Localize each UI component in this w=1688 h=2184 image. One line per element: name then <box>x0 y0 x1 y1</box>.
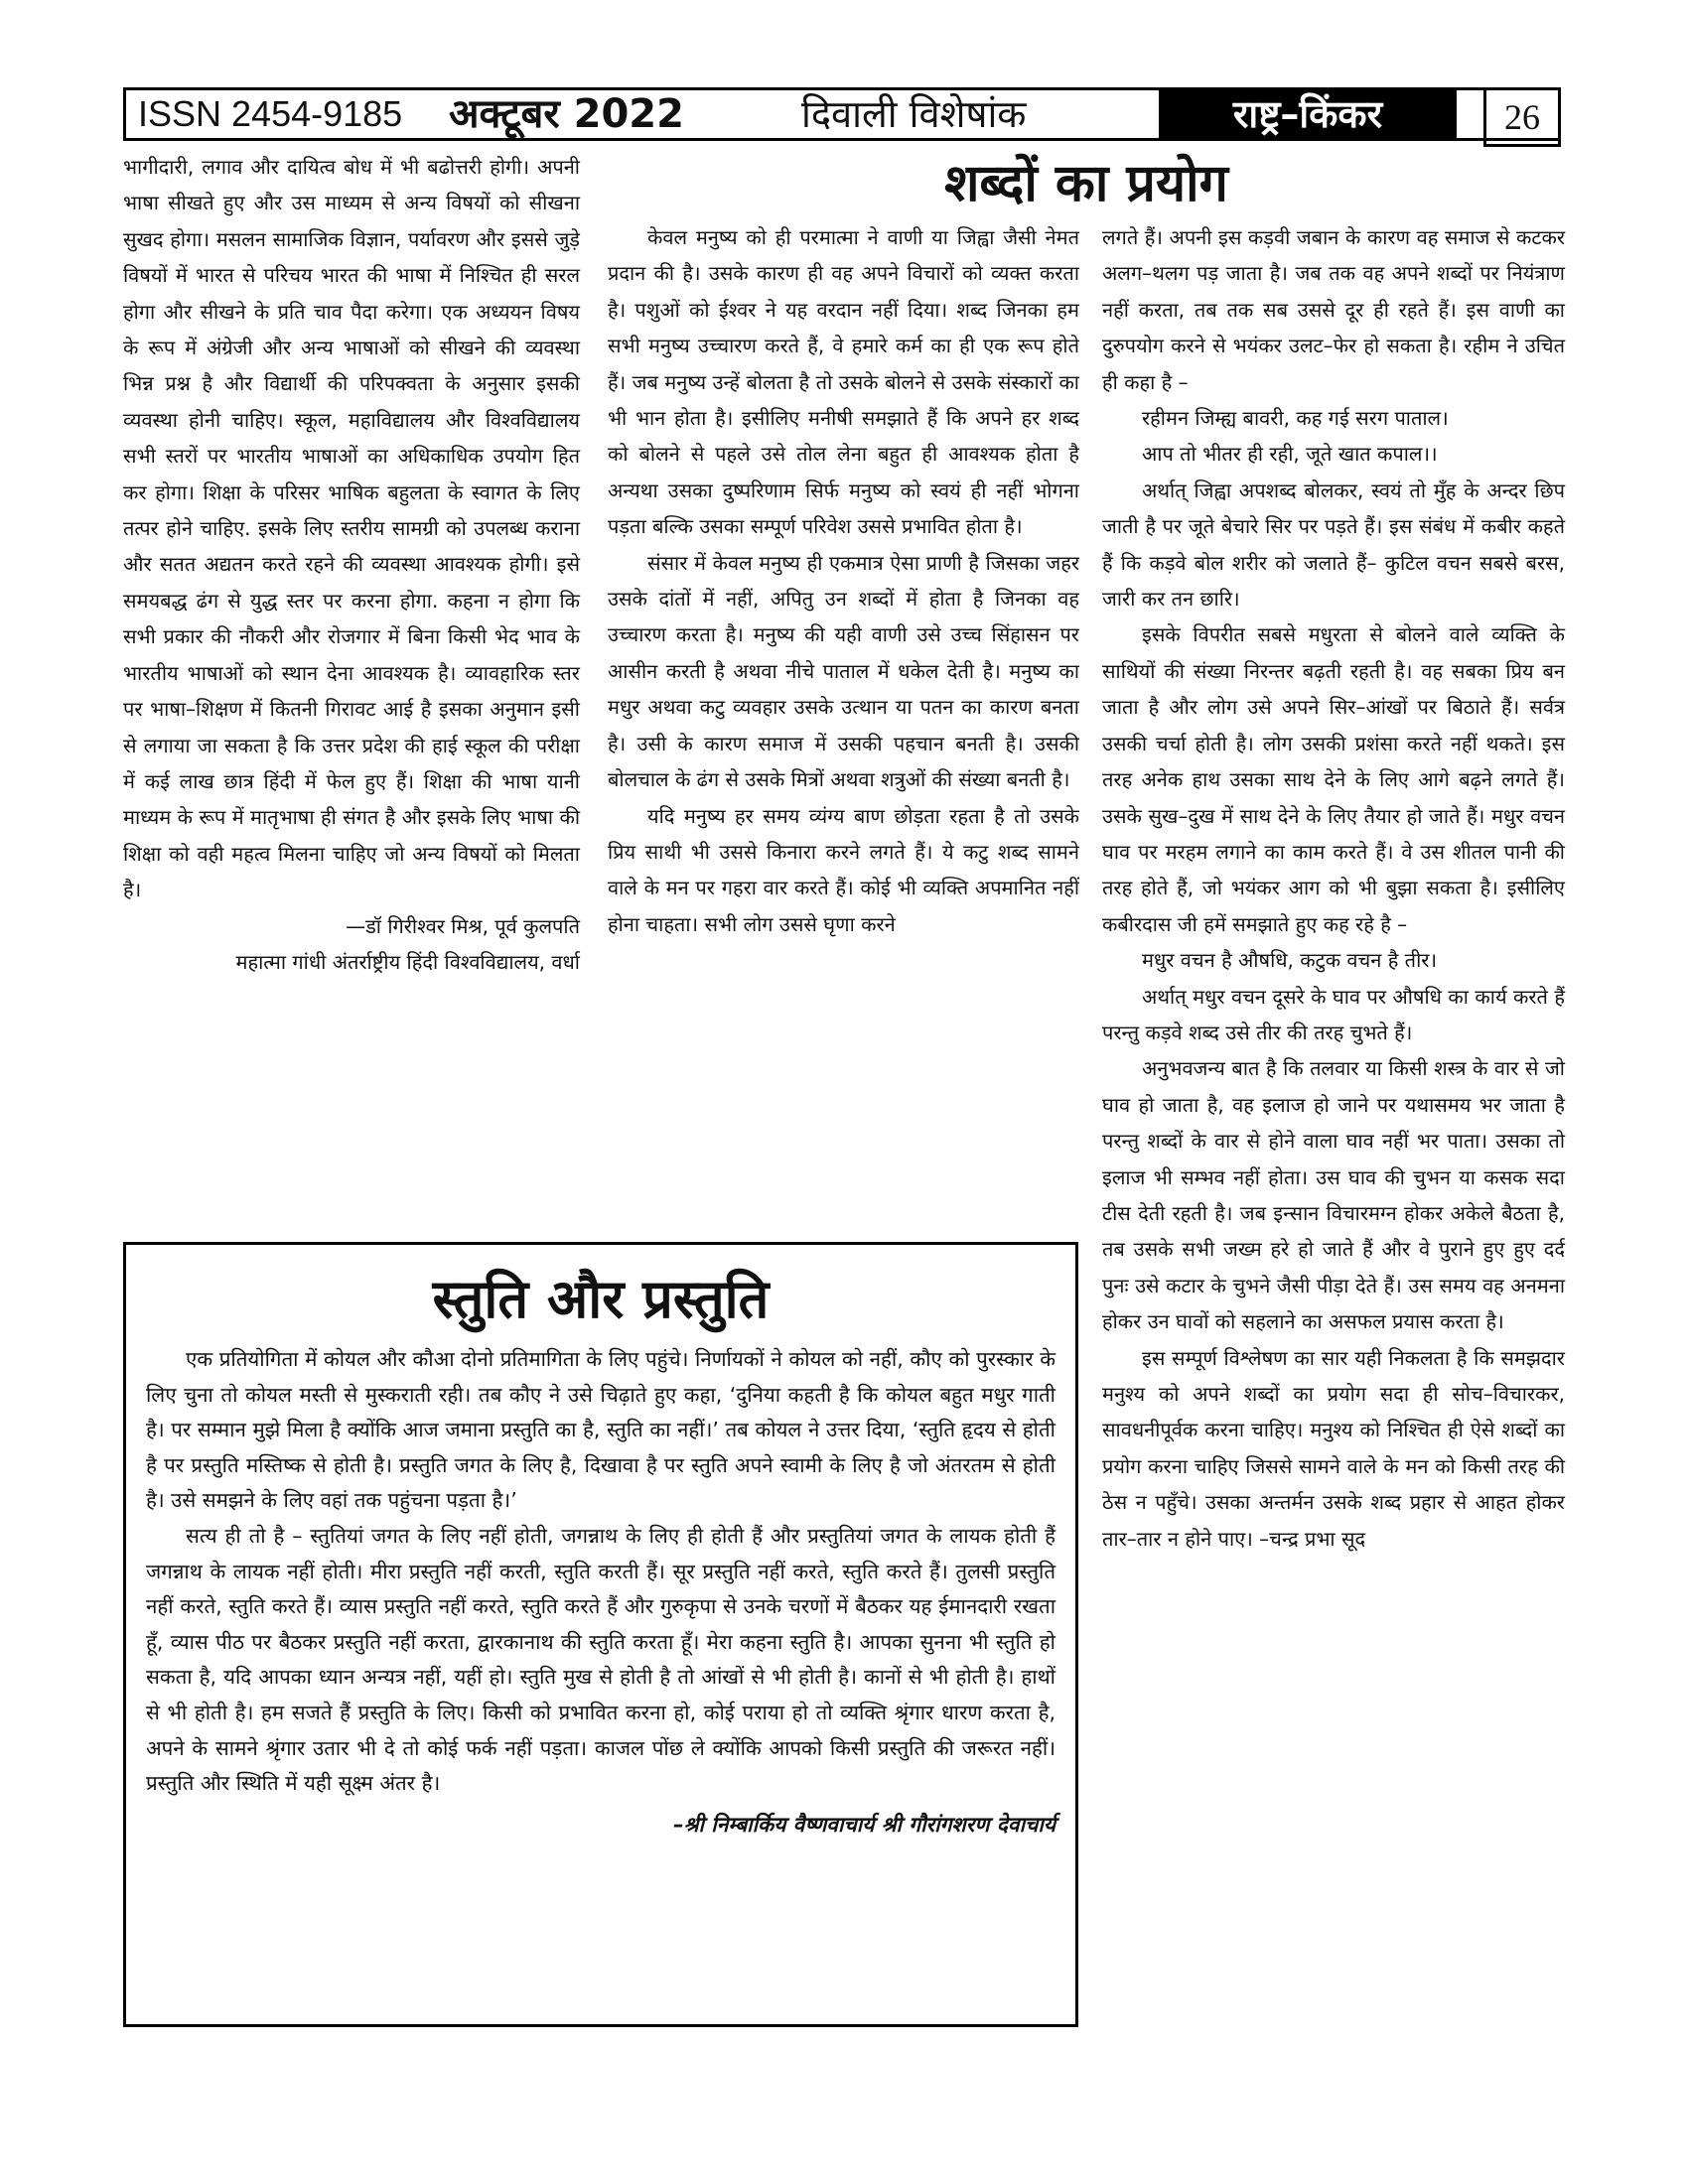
middle-column <box>608 219 1079 1222</box>
article-paragraph: अर्थात् मधुर वचन दूसरे के घाव पर औषधि का कार्य करते हैं परन्तु कड़वे शब्द उसे तीर की तरह चुभते हैं। <box>1102 984 1565 1044</box>
special-issue-label: दिवाली विशेषांक <box>801 92 1027 136</box>
boxed-article-credit: –श्री निम्बार्किय वैष्णवाचार्य श्री गौरांगशरण देवाचार्य <box>673 1812 1055 1837</box>
page-number: 26 <box>1483 87 1561 147</box>
verse-line: मधुर वचन है औषधि, कटुक वचन है तीर। <box>1142 948 1438 973</box>
author-affiliation: महात्मा गांधी अंतर्राष्ट्रीय हिंदी विश्वविद्यालय, वर्धा <box>235 949 580 974</box>
article-paragraph: अर्थात् जिह्वा अपशब्द बोलकर, स्वयं तो मुँह के अन्दर छिप जाती है पर जूते बेचारे सिर पर पड़ते हैं। इस संबंध में कबीर कहते हैं कि कड़वे बोल शरीर को जलाते हैं– कुटिल वचन सबसे बरस, जारी कर तन छारि। <box>1102 478 1565 612</box>
right-column <box>1102 219 1565 1557</box>
left-column-text: भागीदारी, लगाव और दायित्व बोध में भी बढोत्तरी होगी। अपनी भाषा सीखते हुए और उस माध्यम से अन्य विषयों को सीखना सुखद होगा। मसलन सामाजिक विज्ञान, पर्यावरण और इससे जुड़े विषयों में भारत से परिचय भारत की भाषा में निश्चित ही सरल होगा और सीखने के प्रति चाव पैदा करेगा। एक अध्ययन विषय के रूप में अंग्रेजी और अन्य भाषाओं को सीखने की व्यवस्था भिन्न प्रश्न है और विद्यार्थी की परिपक्वता के अनुसार इसकी व्यवस्था होनी चाहिए। स्कूल, महाविद्यालय और विश्वविद्यालय सभी स्तरों पर भारतीय भाषाओं का अधिकाधिक उपयोग हित कर होगा। शिक्षा के परिसर भाषिक बहुलता के स्वागत के लिए तत्पर होने चाहिए. इसके लिए स्तरीय सामग्री को उपलब्ध कराना और सतत अद्यतन करते रहने की व्यवस्था आवश्यक होगी। इसे समयबद्ध ढंग से युद्ध स्तर पर करना होगा. कहना न होगा कि सभी प्रकार की नौकरी और रोजगार में बिना किसी भेद भाव के भारतीय भाषाओं को स्थान देना आवश्यक है। व्यावहारिक स्तर पर भाषा–शिक्षण में कितनी गिरावट आई है इसका अनुमान इसी से लगाया जा सकता है कि उत्तर प्रदेश की हाई स्कूल की परीक्षा में कई लाख छात्र हिंदी में फेल हुए हैं। शिक्षा की भाषा यानी माध्यम के रूप में मातृभाषा ही संगत है और इसके लिए भाषा की शिक्षा को वही महत्व मिलना चाहिए जो अन्य विषयों को मिलता है। <box>123 155 580 902</box>
article-paragraph: केवल मनुष्य को ही परमात्मा ने वाणी या जिह्वा जैसी नेमत प्रदान की है। उसके कारण ही वह अपने विचारों को व्यक्त करता है। पशुओं को ईश्वर ने यह वरदान नहीं दिया। शब्द जिनका हम सभी मनुष्य उच्चारण करते हैं, वे हमारे कर्म का ही एक रूप होते हैं। जब मनुष्य उन्हें बोलता है तो उसके बोलने से उसके संस्कारों का भी भान होता है। इसीलिए मनीषी समझाते हैं कि अपने हर शब्द को बोलने से पहले उसे तोल लेना बहुत ही आवश्यक होता है अन्यथा उसका दुष्परिणाम सिर्फ मनुष्य को स्वयं ही नहीं भोगना पड़ता बल्कि उसका सम्पूर्ण परिवेश उससे प्रभावित होता है। <box>608 225 1079 539</box>
issue-month: अक्टूबर 2022 <box>449 91 684 137</box>
boxed-article-paragraph: सत्य ही तो है – स्तुतियां जगत के लिए नहीं होती, जगन्नाथ के लिए ही होती हैं और प्रस्तुतियां जगत के लायक होती हैं जगन्नाथ के लायक नहीं होती। मीरा प्रस्तुति नहीं करती, स्तुति करती हैं। सूर प्रस्तुति नहीं करते, स्तुति करते हैं। तुलसी प्रस्तुति नहीं करते, स्तुति करते हैं। व्यास प्रस्तुति नहीं करते, स्तुति करते हैं और गुरुकृपा से उनके चरणों में बैठकर यह ईमानदारी रखता हूँ, व्यास पीठ पर बैठकर प्रस्तुति नहीं करता, द्वारकानाथ की स्तुति करता हूँ। मेरा कहना स्तुति है। आपका सुनना भी स्तुति हो सकता है, यदि आपका ध्यान अन्यत्र नहीं, यहीं हो। स्तुति मुख से होती है तो आंखों से भी होती है। कानों से भी होती है। हाथों से भी होती है। हम सजते हैं प्रस्तुति के लिए। किसी को प्रभावित करना हो, कोई पराया हो तो व्यक्ति श्रृंगार धारण करता है, अपने के सामने श्रृंगार उतार भी दे तो कोई फर्क नहीं पड़ता। काजल पोंछ ले क्योंकि आपको किसी प्रस्तुति की जरूरत नहीं। प्रस्तुति और स्थिति में यही सूक्ष्म अंतर है। <box>146 1523 1055 1796</box>
issn: ISSN 2454-9185 <box>138 93 403 134</box>
article-paragraph: लगते हैं। अपनी इस कड़वी जबान के कारण वह समाज से कटकर अलग–थलग पड़ जाता है। जब तक वह अपने शब्दों पर नियंत्राण नहीं करता, तब तक सब उससे दूर ही रहते हैं। इस वाणी का दुरुपयोग करने से भयंकर उलट–फेर हो सकता है। रहीम ने उचित ही कहा है – <box>1102 225 1565 394</box>
article-paragraph: यदि मनुष्य हर समय व्यंग्य बाण छोड़ता रहता है तो उसके प्रिय साथी भी उससे किनारा करने लगते हैं। ये कटु शब्द सामने वाले के मन पर गहरा वार करते हैं। कोई भी व्यक्ति अपमानित नहीं होना चाहता। सभी लोग उससे घृणा करने <box>608 803 1079 936</box>
verse-line: आप तो भीतर ही रही, जूते खात कपाल।। <box>1142 442 1438 467</box>
author-signature: —डॉ गिरीश्वर मिश्र, पूर्व कुलपति <box>346 913 580 938</box>
article-title-stuti-aur-prastuti: स्तुति और प्रस्तुति <box>432 1268 770 1330</box>
article-paragraph: संसार में केवल मनुष्य ही एकमात्र ऐसा प्राणी है जिसका जहर उसके दांतों में नहीं, अपितु उन शब्दों में होता है जिनका वह उच्चारण करता है। मनुष्य की यही वाणी उसे उच्च सिंहासन पर आसीन करती है अथवा नीचे पाताल में धकेल देती है। मनुष्य का मधुर अथवा कटु व्यवहार उसके उत्थान या पतन का कारण बनता है। उसी के कारण समाज में उसकी पहचान बनती है। उसकी बोलचाल के ढंग से उसके मित्रों अथवा शत्रुओं की संख्या बनती है। <box>608 550 1079 792</box>
verse-line: रहीमन जिम्ह्य बावरी, कह गई सरग पाताल। <box>1142 406 1449 431</box>
boxed-article <box>123 1242 1078 2027</box>
magazine-name: राष्ट्र–किंकर <box>1159 90 1457 138</box>
left-column <box>123 149 580 980</box>
article-paragraph: अनुभवजन्य बात है कि तलवार या किसी शस्त्र के वार से जो घाव हो जाता है, वह इलाज हो जाने पर यथासमय भर जाता है परन्तु शब्दों के वार से होने वाला घाव नहीं भर पाता। उसका तो इलाज भी सम्भव नहीं होता। उस घाव की चुभन या कसक सदा टीस देती रहती है। जब इन्सान विचारमग्न होकर अकेले बैठता है, तब उसके सभी जख्म हरे हो जाते हैं और वे पुराने हुए हुए दर्द पुनः उसे कटार के चुभने जैसी पीड़ा देते हैं। उस समय वह अनमना होकर उन घावों को सहलाने का असफल प्रयास करता है। <box>1102 1056 1565 1334</box>
article-title-shabdon-ka-prayog: शब्दों का प्रयोग <box>944 154 1228 213</box>
article-paragraph: इस सम्पूर्ण विश्लेषण का सार यही निकलता है कि समझदार मनुश्य को अपने शब्दों का प्रयोग सदा ही सोच–विचारकर, सावधनीपूर्वक करना चाहिए। मनुश्य को निश्चित ही ऐसे शब्दों का प्रयोग करना चाहिए जिससे सामने वाले के मन को किसी तरह की ठेस न पहुँचे। उसका अन्तर्मन उसके शब्द प्रहार से आहत होकर तार–तार न होने पाए। –चन्द्र प्रभा सूद <box>1102 1345 1565 1551</box>
article-paragraph: इसके विपरीत सबसे मधुरता से बोलने वाले व्यक्ति के साथियों की संख्या निरन्तर बढ़ती रहती है। वह सबका प्रिय बन जाता है और लोग उसे अपने सिर–आंखों पर बिठाते हैं। सर्वत्र उसकी चर्चा होती है। लोग उसकी प्रशंसा करते नहीं थकते। इस तरह अनेक हाथ उसका साथ देने के लिए आगे बढ़ने लगते हैं। उसके सुख–दुख में साथ देने के लिए तैयार हो जाते हैं। मधुर वचन घाव पर मरहम लगाने का काम करते हैं। वे उस शीतल पानी की तरह होते हैं, जो भयंकर आग को भी बुझा सकता है। इसीलिए कबीरदास जी हमें समझाते हुए कह रहे है – <box>1102 622 1565 936</box>
page-header <box>123 87 1561 141</box>
boxed-article-paragraph: एक प्रतियोगिता में कोयल और कौआ दोनो प्रतिमागिता के लिए पहुंचे। निर्णायकों ने कोयल को नहीं, कौए को पुरस्कार के लिए चुना तो कोयल मस्ती से मुस्कराती रही। तब कौए ने उसे चिढ़ाते हुए कहा, ‘दुनिया कहती है कि कोयल बहुत मधुर गाती है। पर सम्मान मुझे मिला है क्योंकि आज जमाना प्रस्तुति का है, स्तुति का नहीं।’ तब कोयल ने उत्तर दिया, ‘स्तुति हृदय से होती है पर प्रस्तुति मस्तिष्क से होती है। प्रस्तुति जगत के लिए है, दिखावा है पर स्तुति अपने स्वामी के लिए है जो अंतरतम से होती है। उसे समझने के लिए वहां तक पहुंचना पड़ता है।’ <box>146 1347 1055 1513</box>
